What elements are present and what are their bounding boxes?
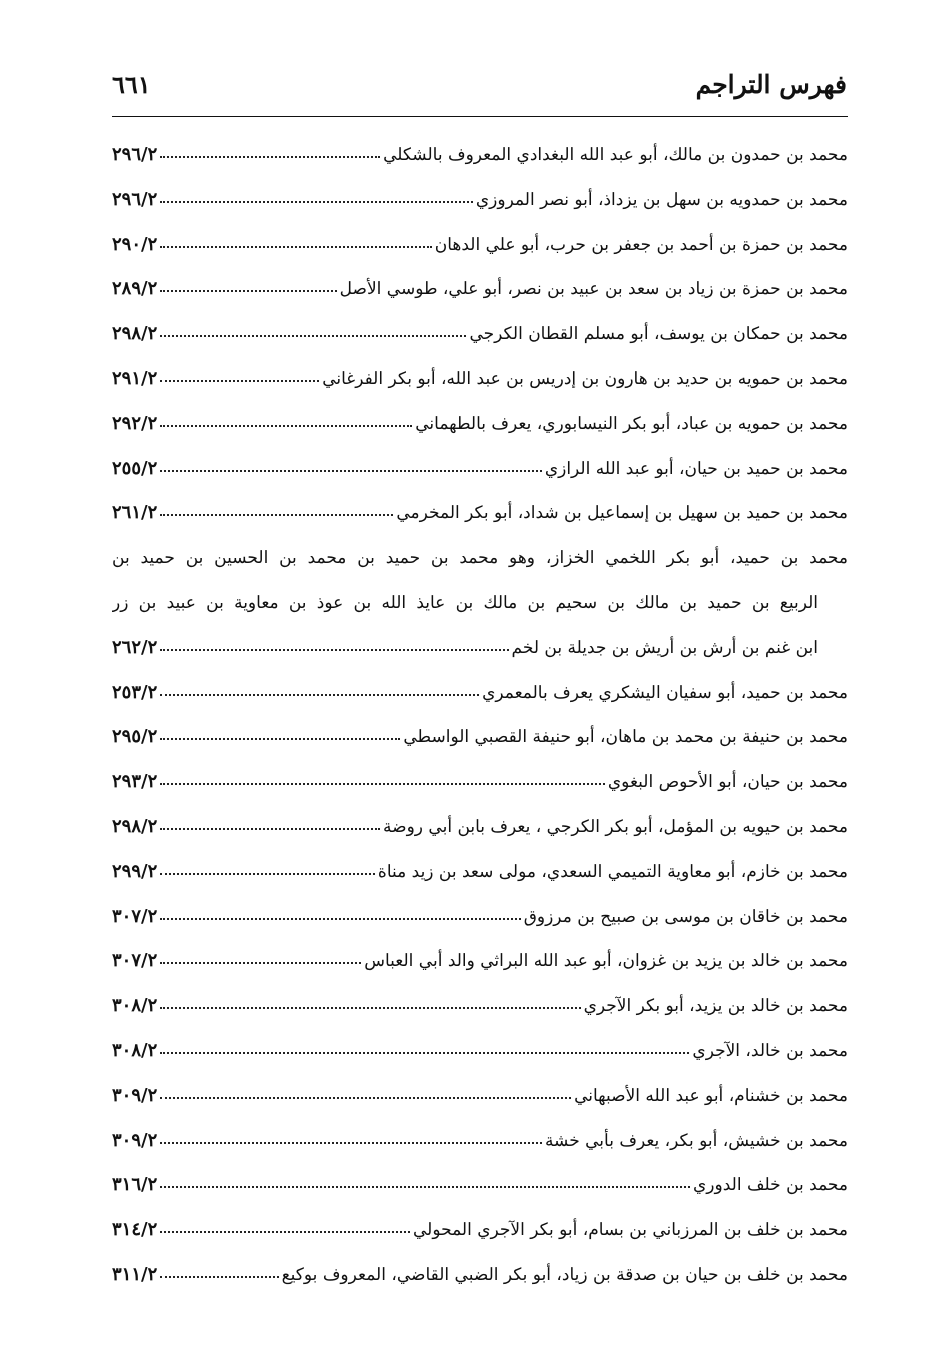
entry-reference: ٣٠٧/٢	[112, 950, 158, 972]
entry-name: محمد بن خلف بن المرزباني بن بسام، أبو بكر الآجري المحولي	[412, 1220, 848, 1241]
entry-reference: ٢٥٥/٢	[112, 457, 158, 479]
index-entry	[112, 760, 848, 805]
index-entry	[112, 447, 848, 492]
entry-reference: ٣٠٨/٢	[112, 1039, 158, 1061]
dot-leader	[160, 514, 393, 516]
index-entry	[112, 357, 848, 402]
entry-name: محمد بن حمزة بن أحمد بن جعفر بن حرب، أبو علي الدهان	[434, 234, 848, 255]
entry-name: محمد بن خالد بن يزيد، أبو بكر الآجري	[583, 996, 848, 1017]
dot-leader	[160, 335, 466, 337]
entry-reference: ٢٥٣/٢	[112, 681, 158, 703]
entry-reference: ٣١٦/٢	[112, 1174, 158, 1196]
index-entry	[112, 1253, 848, 1298]
entry-reference: ٣٠٧/٢	[112, 905, 158, 927]
index-entry	[112, 491, 848, 536]
entry-reference: ٢٩٦/٢	[112, 144, 158, 165]
dot-leader	[160, 1007, 580, 1009]
dot-leader	[160, 962, 361, 964]
entry-name: محمد بن حمدون بن مالك، أبو عبد الله البغدادي المعروف بالشكلي	[383, 145, 848, 165]
index-entry	[112, 1163, 848, 1208]
dot-leader	[160, 1097, 571, 1099]
entry-reference: ٢٨٩/٢	[112, 278, 158, 300]
dot-leader	[160, 1142, 542, 1144]
dot-leader	[160, 918, 520, 920]
entry-reference: ٣٠٩/٢	[112, 1129, 158, 1151]
index-entry	[112, 895, 848, 940]
index-entry	[112, 1074, 848, 1119]
dot-leader	[160, 425, 412, 427]
index-entry	[112, 715, 848, 760]
index-entry	[112, 223, 848, 268]
dot-leader	[160, 738, 400, 740]
index-entry	[112, 267, 848, 312]
entry-reference: ٢٩١/٢	[112, 367, 158, 389]
dot-leader	[160, 246, 431, 248]
entry-name: محمد بن حمكان بن يوسف، أبو مسلم القطان الكرجي	[469, 324, 848, 345]
entry-continuation-line	[112, 581, 848, 626]
dot-leader	[160, 290, 336, 292]
dot-leader	[160, 828, 380, 830]
entry-reference: ٢٩٨/٢	[112, 815, 158, 837]
dot-leader	[160, 1276, 278, 1278]
entry-reference: ٢٩٠/٢	[112, 233, 158, 255]
dot-leader	[160, 1231, 410, 1233]
entry-name: محمد بن خشيش، أبو بكر، يعرف بأبي خشة	[544, 1130, 848, 1151]
page-number: ٦٦١	[112, 69, 151, 99]
index-entry	[112, 850, 848, 895]
running-title: فهرس التراجم	[695, 69, 847, 99]
entry-name: محمد بن حيويه بن المؤمل، أبو بكر الكرجي ، يعرف بابن أبي روضة	[383, 816, 848, 837]
entry-reference: ٣٠٩/٢	[112, 1084, 158, 1106]
entry-name: محمد بن خاقان بن موسى بن صبيح بن مرزوق	[523, 906, 848, 927]
dot-leader	[160, 1052, 689, 1054]
dot-leader	[160, 783, 605, 785]
dot-leader	[160, 470, 542, 472]
entry-name: محمد بن خالد بن يزيد بن غزوان، أبو عبد الله البراثي والد أبي العباس	[364, 951, 848, 972]
dot-leader	[160, 873, 375, 875]
dot-leader	[160, 1186, 690, 1188]
entry-name: ابن غنم بن أرش بن أريش بن جديلة بن لخم	[511, 637, 818, 658]
entry-reference: ٢٩٢/٢	[112, 412, 158, 434]
entry-name: محمد بن حميد بن حيان، أبو عبد الله الرازي	[544, 458, 848, 479]
entry-reference: ٣١١/٢	[112, 1263, 158, 1285]
entry-name: محمد بن خازم، أبو معاوية التميمي السعدي، مولى سعد بن زيد مناة	[377, 861, 848, 882]
entry-name: محمد بن حمزة بن زياد بن سعد بن عبيد بن نصر، أبو علي، طوسي الأصل	[339, 279, 848, 300]
entry-name: محمد بن حمويه بن حديد بن هارون بن إدريس بن عبد الله، أبو بكر الفرغاني	[322, 368, 848, 389]
entry-name: محمد بن حنيفة بن محمد بن ماهان، أبو حنيفة القصبي الواسطي	[403, 727, 848, 748]
index-entry	[112, 1029, 848, 1074]
entry-name: محمد بن خالد، الآجري	[692, 1040, 848, 1061]
entry-reference: ٢٩٥/٢	[112, 726, 158, 748]
index-entry	[112, 402, 848, 447]
entry-continuation-line	[112, 536, 848, 581]
index-entry	[112, 671, 848, 716]
entry-text-line: محمد بن حميد، أبو بكر اللخمي الخزاز، وهو محمد بن حميد بن محمد بن الحسين بن حميد بن	[112, 548, 848, 569]
entry-name: محمد بن خشنام، أبو عبد الله الأصبهاني	[574, 1085, 848, 1106]
entry-reference: ٢٦١/٢	[112, 502, 158, 524]
dot-leader	[160, 380, 319, 382]
index-entry	[112, 133, 848, 178]
entry-reference: ٢٦٢/٢	[112, 636, 158, 658]
entry-name: محمد بن حميد بن سهيل بن إسماعيل بن شداد، أبو بكر المخرمي	[396, 503, 848, 524]
entry-name: محمد بن خلف الدوري	[692, 1175, 848, 1196]
dot-leader	[160, 694, 479, 696]
index-entry	[112, 1119, 848, 1164]
entry-reference: ٢٩٦/٢	[112, 188, 158, 210]
dot-leader	[160, 201, 473, 203]
entry-name: محمد بن حميد، أبو سفيان اليشكري يعرف بالمعمري	[482, 682, 848, 703]
entry-reference: ٢٩٣/٢	[112, 771, 158, 793]
index-entry	[112, 178, 848, 223]
entry-reference: ٢٩٨/٢	[112, 323, 158, 345]
entry-reference: ٣٠٨/٢	[112, 995, 158, 1017]
running-head	[112, 62, 847, 106]
entry-name: محمد بن حيان، أبو الأحوص البغوي	[607, 772, 848, 793]
entry-reference: ٢٩٩/٢	[112, 860, 158, 882]
index-entry	[112, 984, 848, 1029]
index-entry	[112, 1208, 848, 1253]
entry-reference: ٣١٤/٢	[112, 1219, 158, 1241]
entry-text-line: الربيع بن حميد بن مالك بن سحيم بن مالك بن عايذ الله بن عوذ بن معاوية بن عبيد بن زر	[112, 592, 818, 613]
index-entry	[112, 939, 848, 984]
index-entry	[112, 312, 848, 357]
index-entry	[112, 805, 848, 850]
index-entry	[112, 626, 848, 671]
dot-leader	[160, 649, 508, 651]
biography-index-list	[112, 133, 848, 1298]
header-rule	[112, 116, 848, 117]
entry-name: محمد بن حمدويه بن سهل بن يزداذ، أبو نصر المروزي	[475, 189, 848, 210]
dot-leader	[160, 156, 380, 158]
entry-name: محمد بن حمويه بن عباد، أبو بكر النيسابوري، يعرف بالطهماني	[415, 413, 848, 434]
entry-name: محمد بن خلف بن حيان بن صدقة بن زياد، أبو بكر الضبي القاضي، المعروف بوكيع	[281, 1264, 848, 1285]
